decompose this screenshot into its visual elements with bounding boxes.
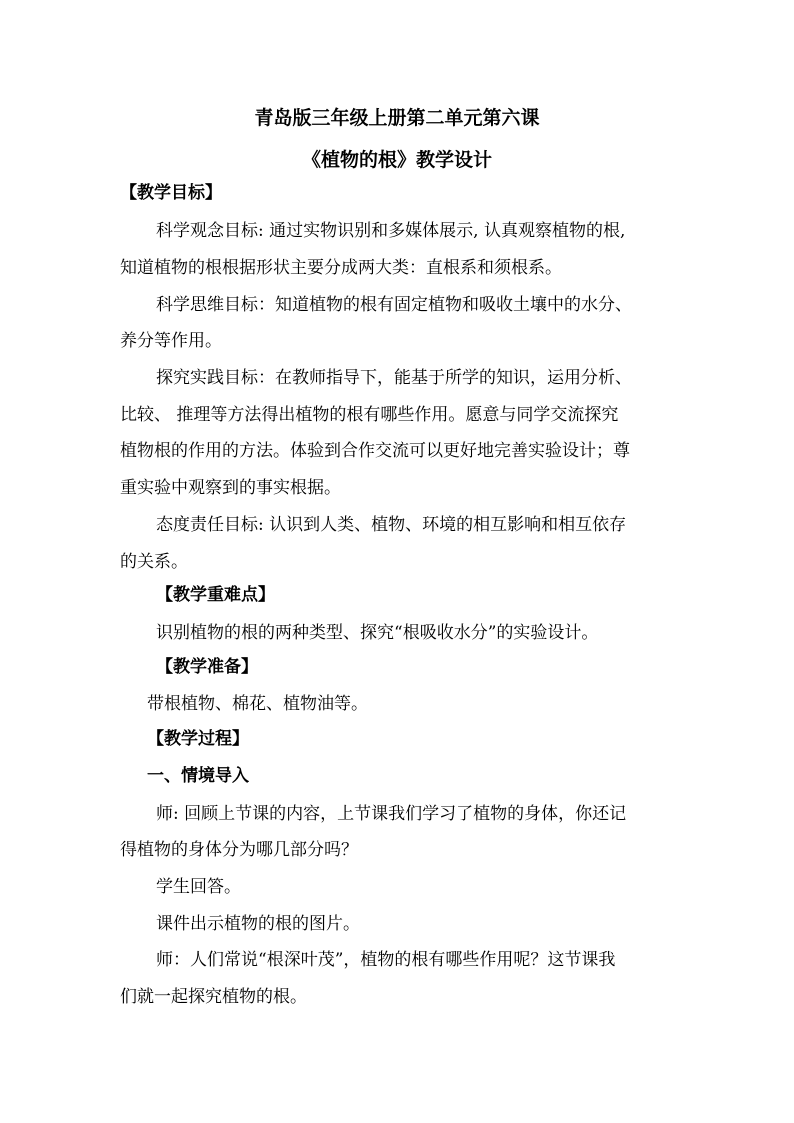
goals-p4-line1: 态度责任目标: 认识到人类、植物、环境的相互影响和相互依存 — [156, 515, 627, 535]
goals-p1-line2: 知道植物的根根据形状主要分成两大类：直根系和须根系。 — [120, 258, 562, 278]
student-answer: 学生回答。 — [156, 877, 241, 897]
goals-p3-line1: 探究实践目标：在教师指导下，能基于所学的知识，运用分析、 — [156, 368, 632, 388]
teacher-q1-line2: 得植物的身体分为哪几部分吗？ — [120, 840, 358, 860]
goals-p4-line2: 的关系。 — [120, 552, 188, 572]
goals-p3-line4: 重实验中观察到的事实根据。 — [120, 478, 341, 498]
key-heading: 【教学重难点】 — [156, 585, 275, 605]
goals-p3-line3: 植物根的作用的方法。体验到合作交流可以更好地完善实验设计；尊 — [120, 441, 630, 461]
document-title: 青岛版三年级上册第二单元第六课 — [254, 107, 540, 129]
teacher-q2-line1: 师：人们常说“根深叶茂”，植物的根有哪些作用呢？这节课我 — [156, 950, 616, 970]
prep-heading: 【教学准备】 — [156, 657, 258, 677]
courseware-note: 课件出示植物的根的图片。 — [156, 914, 360, 934]
key-text: 识别植物的根的两种类型、探究“根吸收水分”的实验设计。 — [156, 623, 599, 643]
teacher-q2-line2: 们就一起探究植物的根。 — [120, 987, 307, 1007]
goals-p2-line1: 科学思维目标：知道植物的根有固定植物和吸收土壤中的水分、 — [156, 295, 632, 315]
goals-heading: 【教学目标】 — [120, 183, 222, 203]
teacher-q1-line1: 师: 回顾上节课的内容，上节课我们学习了植物的身体，你还记 — [156, 804, 627, 824]
section-1-heading: 一、情境导入 — [147, 766, 249, 786]
prep-text: 带根植物、棉花、植物油等。 — [147, 694, 368, 714]
process-heading: 【教学过程】 — [147, 729, 249, 749]
goals-p3-line2: 比较、 推理等方法得出植物的根有哪些作用。愿意与同学交流探究 — [120, 405, 619, 425]
document-subtitle: 《植物的根》教学设计 — [301, 149, 492, 171]
goals-p1-line1: 科学观念目标: 通过实物识别和多媒体展示, 认真观察植物的根, — [156, 221, 626, 241]
goals-p2-line2: 养分等作用。 — [120, 331, 222, 351]
